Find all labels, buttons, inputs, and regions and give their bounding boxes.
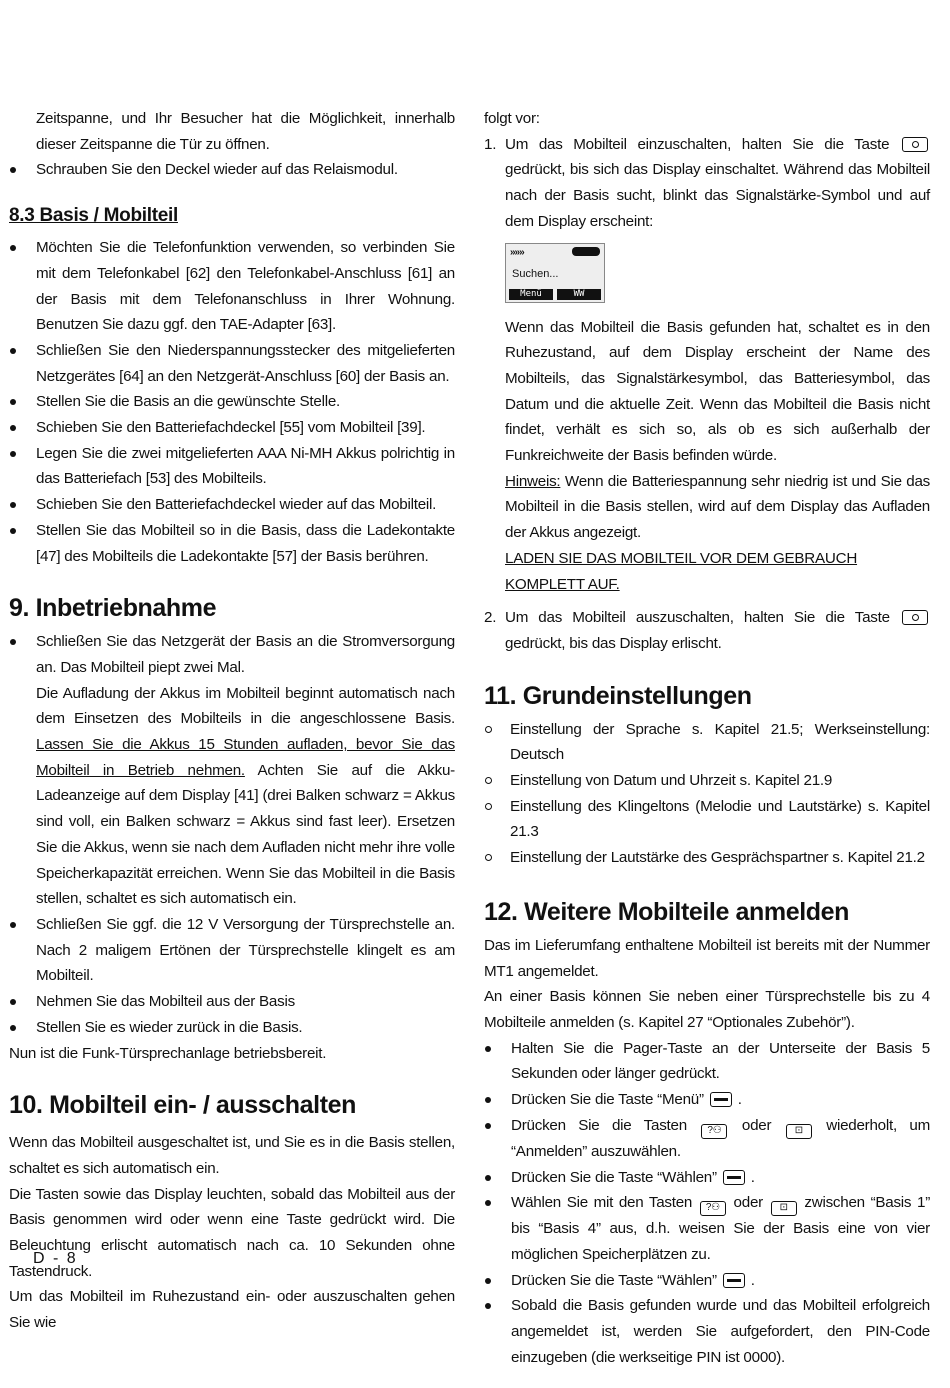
right-column	[484, 0, 930, 1370]
circle-bullet-icon	[485, 803, 492, 810]
list-item: Drücken Sie die Taste “Wählen” .	[484, 1268, 930, 1294]
menu-key-icon	[723, 1273, 745, 1288]
section-heading-9: 9. Inbetriebnahme	[9, 594, 217, 623]
list-item: Drücken Sie die Tasten ?⚇ oder ⊡ wiederholt, um “Anmelden” auszuwählen.	[484, 1113, 930, 1165]
numbered-item: 1. Um das Mobilteil einzuschalten, halten Sie die Taste gedrückt, bis sich das Display einschaltet. Während das Mobilteil nach der Basis sucht, blinkt das Signalstärke-Symbol und auf dem Display erscheint:	[484, 135, 930, 230]
up-contacts-key-icon: ?⚇	[700, 1201, 726, 1216]
list-item: Schließen Sie ggf. die 12 V Versorgung der Türsprechstelle an. Nach 2 maligem Ertönen der Türsprechstelle klingelt es am Mobilteil.	[9, 912, 455, 989]
bullet-icon	[485, 1200, 491, 1206]
list-item: Sobald die Basis gefunden wurde und das Mobilteil erfolgreich angemeldet ist, werden Sie aufgefordert, den PIN-Code einzugeben (die werkseitige PIN ist 0000).	[484, 1293, 930, 1370]
down-book-key-icon: ⊡	[786, 1124, 812, 1139]
list-item: Schließen Sie den Niederspannungsstecker des mitgelieferten Netzgerätes [64] an den Netzgerät-Anschluss [60] der Basis an.	[9, 338, 455, 389]
list-item: Stellen Sie das Mobilteil so in die Basis, dass die Ladekontakte [47] des Mobilteils die Ladekontakte [57] der Basis berühren.	[9, 518, 455, 569]
signal-strength-icon: »»»	[510, 246, 524, 258]
list-item: Stellen Sie es wieder zurück in die Basis.	[9, 1015, 455, 1041]
menu-key-icon	[710, 1092, 732, 1107]
list-item: Stellen Sie die Basis an die gewünschte Stelle.	[9, 389, 455, 415]
bullet-icon	[485, 1303, 491, 1309]
bullet-icon	[10, 502, 16, 508]
paragraph: Wenn das Mobilteil ausgeschaltet ist, und Sie es in die Basis stellen, schaltet es sich automatisch ein.	[9, 1134, 455, 1177]
paragraph: Die Tasten sowie das Display leuchten, sobald das Mobilteil aus der Basis genommen wird oder wenn eine Taste gedrückt wird. Die Beleuchtung erlischt automatisch nach ca. 10 Sekunden ohne Tastendruck.	[9, 1185, 455, 1280]
section-heading-11: 11. Grundeinstellungen	[484, 681, 752, 710]
bullet-icon	[10, 425, 16, 431]
bullet-icon	[485, 1046, 491, 1052]
display-text: Suchen...	[512, 267, 559, 280]
section-heading-10: 10. Mobilteil ein- / ausschalten	[9, 1091, 357, 1120]
hint-caps: LADEN SIE DAS MOBILTEIL VOR DEM GEBRAUCH KOMPLETT AUF.	[505, 549, 858, 593]
section-heading-8-3: 8.3 Basis / Mobilteil	[9, 205, 178, 227]
softkey-left: Menü	[509, 289, 553, 300]
bullet-icon	[10, 348, 16, 354]
list-item: Wählen Sie mit den Tasten ?⚇ oder ⊡ zwischen “Basis 1” bis “Basis 4” aus, d.h. weisen Sie der Basis eine von vier möglichen Speicherplätzen zu.	[484, 1190, 930, 1267]
intro-paragraph: Zeitspanne, und Ihr Besucher hat die Möglichkeit, innerhalb dieser Zeitspanne die Tür zu öffnen.	[36, 110, 455, 153]
list-item: Einstellung des Klingeltons (Melodie und Lautstärke) s. Kapitel 21.3	[484, 794, 930, 845]
bullet-icon	[10, 451, 16, 457]
bullet-icon	[10, 167, 16, 173]
paragraph: Das im Lieferumfang enthaltene Mobilteil ist bereits mit der Nummer MT1 angemeldet.	[484, 936, 930, 980]
battery-icon	[572, 247, 600, 256]
list-item: Schieben Sie den Batteriefachdeckel [55] vom Mobilteil [39].	[9, 415, 455, 441]
list-item: Drücken Sie die Taste “Wählen” .	[484, 1165, 930, 1191]
list-item: Einstellung der Lautstärke des Gesprächspartner s. Kapitel 21.2	[484, 845, 930, 871]
left-column	[9, 0, 455, 1336]
paragraph: An einer Basis können Sie neben einer Türsprechstelle bis zu 4 Mobilteile anmelden (s. Kapitel 27 “Optionales Zubehör”).	[484, 988, 930, 1031]
bullet-icon	[485, 1123, 491, 1129]
bullet-icon	[10, 1025, 16, 1031]
down-book-key-icon: ⊡	[771, 1201, 797, 1216]
circle-bullet-icon	[485, 777, 492, 784]
page-number: D - 8	[33, 1250, 78, 1267]
circle-bullet-icon	[485, 854, 492, 861]
bullet-icon	[10, 922, 16, 928]
list-item: Schieben Sie den Batteriefachdeckel wieder auf das Mobilteil.	[9, 492, 455, 518]
hint-paragraph: Hinweis: Wenn die Batteriespannung sehr niedrig ist und Sie das Mobilteil in die Basis stellen, wird auf dem Display das Aufladen der Akkus angezeigt.	[505, 472, 930, 542]
list-item: Schließen Sie das Netzgerät der Basis an die Stromversorgung an. Das Mobilteil piept zwei Mal.	[9, 629, 455, 680]
closing-paragraph: Nun ist die Funk-Türsprechanlage betriebsbereit.	[9, 1044, 327, 1062]
numbered-item: 2. Um das Mobilteil auszuschalten, halten Sie die Taste gedrückt, bis das Display erlischt.	[484, 605, 930, 656]
circle-bullet-icon	[485, 726, 492, 733]
bullet-icon	[10, 399, 16, 405]
paragraph: Um das Mobilteil im Ruhezustand ein- oder auszuschalten gehen Sie wie	[9, 1288, 455, 1332]
list-item: Einstellung der Sprache s. Kapitel 21.5; Werkseinstellung: Deutsch	[484, 717, 930, 768]
phone-key-icon	[902, 137, 928, 152]
list-item: Nehmen Sie das Mobilteil aus der Basis	[9, 989, 455, 1015]
menu-key-icon	[723, 1170, 745, 1185]
list-item: Legen Sie die zwei mitgelieferten AAA Ni-MH Akkus polrichtig in das Batteriefach [53] des Mobilteils.	[9, 441, 455, 492]
list-item: Schrauben Sie den Deckel wieder auf das Relaismodul.	[9, 157, 455, 183]
list-item: Drücken Sie die Taste “Menü” .	[484, 1087, 930, 1113]
bullet-icon	[10, 528, 16, 534]
phone-key-icon	[902, 610, 928, 625]
softkey-right: WW	[557, 289, 601, 300]
bullet-icon	[485, 1175, 491, 1181]
bullet-icon	[10, 999, 16, 1005]
bullet-icon	[485, 1278, 491, 1284]
bullet-icon	[10, 245, 16, 251]
up-contacts-key-icon: ?⚇	[701, 1124, 727, 1139]
list-item: Halten Sie die Pager-Taste an der Unterseite der Basis 5 Sekunden oder länger gedrückt.	[484, 1036, 930, 1087]
bullet-icon	[10, 639, 16, 645]
section-heading-12: 12. Weitere Mobilteile anmelden	[484, 897, 850, 926]
list-item: Einstellung von Datum und Uhrzeit s. Kapitel 21.9	[484, 768, 930, 794]
charging-paragraph: Die Aufladung der Akkus im Mobilteil beginnt automatisch nach dem Einsetzen des Mobilteils in die angeschlossene Basis. Lassen Sie die Akkus 15 Stunden aufladen, bevor Sie das Mobilteil in Betrieb nehmen. Achten Sie auf die Akku-Ladeanzeige auf dem Display [41] (drei Balken schwarz = Akkus sind voll, ein Balken schwarz = Akkus sind fast leer). Ersetzen Sie die Akkus, wenn sie nach dem Aufladen nicht mehr ihre volle Speicherkapazität erreichen. Wenn Sie das Mobilteil in die Basis stellen, schaltet es sich automatisch ein.	[36, 684, 455, 908]
list-item: Möchten Sie die Telefonfunktion verwenden, so verbinden Sie mit dem Telefonkabel [62] den Telefonkabel-Anschluss [61] an der Basis mit dem Telefonanschluss in Ihrer Wohnung. Benutzen Sie dazu ggf. den TAE-Adapter [63].	[9, 235, 455, 338]
handset-display	[505, 243, 605, 303]
paragraph: Wenn das Mobilteil die Basis gefunden hat, schaltet es in den Ruhezustand, auf dem Display erscheint der Name des Mobilteils, das Signalstärkesymbol, das Batteriesymbol, das Datum und die aktuelle Zeit. Wenn das Mobilteil die Basis nicht findet, verhält es sich so, als ob es sich außerhalb der Funkreichweite der Basis befinden würde.	[505, 318, 930, 465]
bullet-icon	[485, 1097, 491, 1103]
paragraph: folgt vor:	[484, 110, 540, 127]
